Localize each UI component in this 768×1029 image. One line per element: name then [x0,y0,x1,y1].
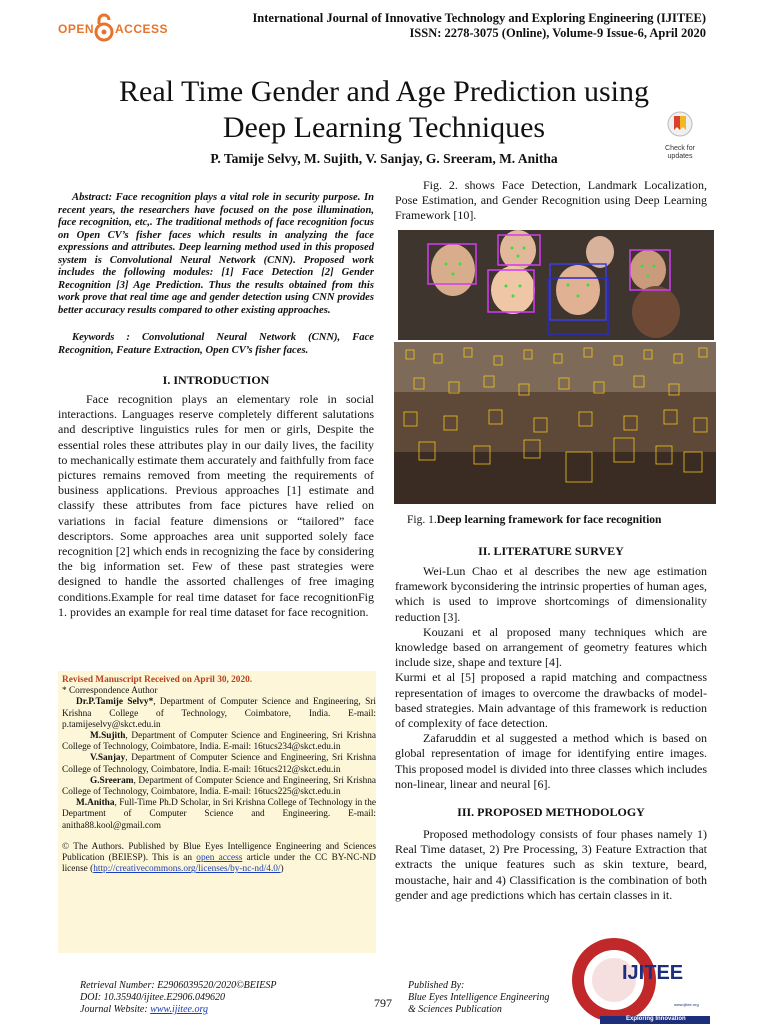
oa-access-text: ACCESS [115,22,169,36]
page-number: 797 [374,996,392,1010]
license-statement: © The Authors. Published by Blue Eyes Intelligence Engineering and Sciences Publication (BEIESP). This is an open access article under the CC BY-NC-ND license (http://creativecommons.org/licenses/by-nc-nd/4.0/) [62,841,376,875]
abstract: Abstract: Face recognition plays a vital role in security purpose. In recent years, the researchers have focused on the pose illumination, face recognition, etc,. The traditional methods of face recognition focus on Open CV’s fisher faces which results in analyzing the face expressions and attributes. Deep learning method used in this proposed system is Convolutional Neural Network (CNN). Proposed work includes the following modules: [1] Face Detection [2] Gender Recognition [3] Age Prediction. Thus the results obtained from this work prove that real time age and gender detection using CNN provides better accuracy results compared to other existing approaches. [58,192,374,316]
introduction-text: Face recognition plays an elementary role in social interactions. Languages reserve completely different salutations and descriptive linguistics rules for men or girls, Despite the essential roles these attributes play in our daily lives, the facility to mechanically estimate them accurately and faithfully from face pictures remains removed from meeting the requirements of business applications. Previous approaches [1] estimate and classify these attributes from face pictures have relied on variations in facial feature dimensions or “tailored” face descriptors. Some approaches area unit supported solely face recognition [2] which ends in recognizing the face by considering the big information set. Few of these past strategies were designed to handle the assorted challenges of free imaging conditions.Example for real time dataset for face recognitionFig 1. provides an example for real time dataset for face recognition. [58,392,374,619]
author-info-box [58,671,376,953]
revised-date: Revised Manuscript Received on April 30, 2020. [62,675,253,685]
journal-issn: ISSN: 2278-3075 (Online), Volume-9 Issue-6, April 2020 [409,26,706,40]
figure-1-caption: Fig. 1.Deep learning framework for face recognition [407,514,662,526]
footer-right [408,980,549,1016]
oa-open-text: OPEN [58,22,95,36]
paper-title [60,74,708,146]
correspondence-note: * Correspondence Author [62,686,158,697]
journal-website: Journal Website: www.ijitee.org [80,1004,208,1015]
check-label-1: Check for [665,145,695,152]
author-affil-2: M.Sujith, Department of Computer Science and Engineering, Sri Krishna College of Technology, Coimbatore, India. E-mail: 16tucs234@skct.edu.in [62,731,376,753]
published-by-label: Published By: [408,980,465,991]
license-url-link[interactable]: http://creativecommons.org/licenses/by-nc-nd/4.0/ [93,864,281,875]
ijitee-publisher-logo [566,926,716,1024]
journal-website-link[interactable]: www.ijitee.org [150,1004,208,1015]
face-detection-image [398,230,714,340]
literature-survey-text [395,564,707,792]
ijitee-logo-name: IJITEE [622,962,684,984]
ijitee-logo-tagline: Exploring Innovation [626,1016,686,1022]
section-heading-literature-survey: II. LITERATURE SURVEY [478,544,624,558]
open-lock-icon [93,12,115,42]
lit-paragraph-3: Kurmi et al [5] proposed a rapid matching and compactness representation of images to overcome the drawbacks of model-based strategies. Main advantage of this framework is reduction of complexity of face detection. [395,670,707,731]
publisher-line-1: Blue Eyes Intelligence Engineering [408,992,550,1003]
authors: P. Tamije Selvy, M. Sujith, V. Sanjay, G. Sreeram, M. Anitha [210,151,558,166]
crowd-face-detection-photo [394,342,716,504]
author-affil-5: M.Anitha, Full-Time Ph.D Scholar, in Sri Krishna College of Technology in the Department of Computer Science and Engineering. E-mail: anitha88.kool@gmail.com [62,798,376,831]
publisher-line-2: & Sciences Publication [408,1004,502,1015]
open-access-link[interactable]: open access [196,853,243,864]
title-line-1: Real Time Gender and Age Prediction using [119,75,649,108]
lit-paragraph-1: Wei-Lun Chao et al describes the new age estimation framework byconsidering the intrinsic properties of human ages, which is used to improve shortcomings of dimensionality reduction [3]. [395,564,707,624]
section-heading-introduction: I. INTRODUCTION [162,373,270,387]
keywords: Keywords : Convolutional Neural Network (CNN), Face Recognition, Feature Extraction, Open CV’s fisher faces. [58,332,374,356]
check-for-updates-badge[interactable] [656,110,704,160]
open-access-logo [58,12,178,42]
figure-2-reference-text: Fig. 2. shows Face Detection, Landmark Localization, Pose Estimation, and Gender Recognition using Deep Learning Framework [10]. [395,178,707,223]
ijitee-logo-site: www.ijitee.org [674,1002,699,1007]
retrieval-number: Retrieval Number: E2906039520/2020©BEIESP [80,980,277,991]
face-detection-photo-top [398,230,714,340]
crowd-image [394,342,716,504]
lit-paragraph-2: Kouzani et al proposed many techniques which are knowledge based on arrangement of geometry features which include size, shape and texture [4]. [395,624,707,670]
author-affil-3: V.Sanjay, Department of Computer Science and Engineering, Sri Krishna College of Technology, Coimbatore, India. E-mail: 16tucs212@skct.edu.in [62,753,376,775]
proposed-methodology-text: Proposed methodology consists of four phases namely 1) Real Time dataset, 2) Pre Processing, 3) Feature Extraction that extracts the unique features such as skin texture, beard, moustache, hair and 4) Classification is the combination of both gender and age predictions which has certain classes in it. [395,827,707,902]
title-line-2: Deep Learning Techniques [222,111,546,144]
check-label-2: updates [667,153,693,160]
section-heading-proposed-methodology: III. PROPOSED METHODOLOGY [457,805,645,819]
lit-paragraph-4: Zafaruddin et al suggested a method which is based on global representation of image for identifying entire images. This proposed model is divided into three classes which includes non-linear, linear and neural [6]. [395,731,707,791]
doi: DOI: 10.35940/ijitee.E2906.049620 [80,992,225,1003]
footer-left [80,980,276,1016]
bookmark-icon [656,110,704,140]
journal-name: International Journal of Innovative Technology and Exploring Engineering (IJITEE) [252,11,706,25]
author-affil-1: Dr.P.Tamije Selvy*, Department of Computer Science and Engineering, Sri Krishna College of Technology, Coimbatore, India. E-mail: p.tamijeselvy@skct.edu.in [62,697,376,730]
author-affil-4: G.Sreeram, Department of Computer Science and Engineering, Sri Krishna College of Technology, Coimbatore, India. E-mail: 16tucs225@skct.edu.in [62,775,376,798]
